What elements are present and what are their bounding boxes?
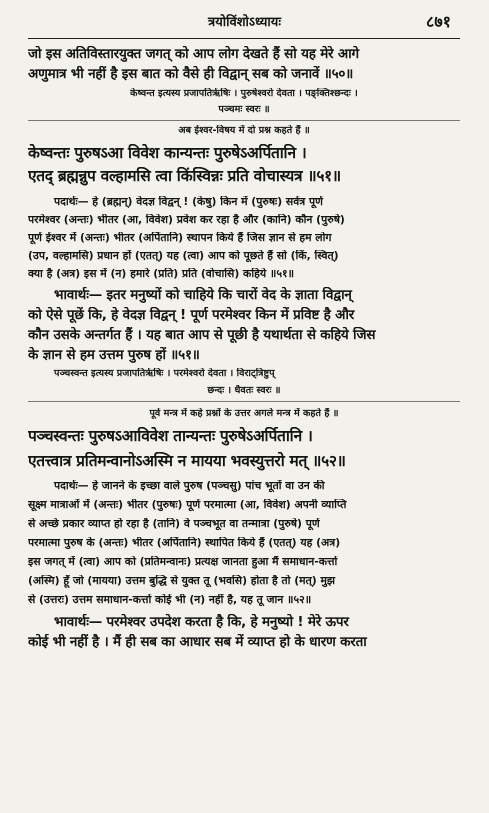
bhavartha-line: कोई भी नहीं है । मैं ही सब का आधार सब में व्याप्त हो के धारण करता bbox=[28, 634, 367, 650]
section-intro: अब ईश्वर-विषय में दो प्रश्न कहते हैं ॥ bbox=[178, 125, 310, 136]
rishi-line: पञ्चस्वन्त इत्यस्य प्रजापतिर्ऋषिः । परमेश्वरो देवता । विराट्त्रिष्टुप् bbox=[54, 368, 275, 379]
padartha-line: सूक्ष्म मात्राओं में (अन्तः) भीतर (पुरुषः) पूर्ण परमात्मा (आ, विवेश) अपनी व्याप्ति bbox=[28, 499, 347, 511]
padartha-line: (उप, वल्हामसि) प्रधान हों (एतत्) यह (त्वा) आप को पूछते हैं सो (किं, स्वित्) bbox=[28, 250, 339, 262]
chapter-title: त्रयोविंशोऽध्यायः bbox=[208, 15, 281, 30]
section-divider bbox=[28, 401, 460, 402]
padartha-line: से अच्छे प्रकार व्याप्त हो रहा है (तानि) वे पञ्चभूत वा तन्मात्रा (पुरुषे) पूर्ण bbox=[28, 518, 320, 530]
padartha-line: पदार्थः— हे जानने के इच्छा वाले पुरुष (पञ्चसु) पांच भूतों वा उन की bbox=[54, 480, 325, 492]
padartha-line: क्या है (अत्र) इस में (न) हमारे (प्रति) प्रति (वोचासि) कहिये ॥५१॥ bbox=[28, 268, 295, 280]
page-number: ८७१ bbox=[426, 12, 451, 31]
mantra-line: केष्वन्तः पुरुषऽआ विवेश कान्यन्तः पुरुषेऽअर्पितानि । bbox=[28, 144, 307, 162]
bhavartha-line: भावार्थः— इतर मनुष्यों को चाहिये कि चारों वेद के ज्ञाता विद्वान् bbox=[54, 287, 352, 303]
padartha-line: परमेश्वर (अन्तः) भीतर (आ, विवेश) प्रवेश कर रहा है और (कानि) कौन (पुरुषे) bbox=[28, 214, 345, 226]
bhavartha-line: कौन उसके अन्तर्गत हैं । यह बात आप से पूछी है यथार्थता से कहिये जिस bbox=[28, 327, 376, 343]
padartha-line: (अस्मि) हूँ जो (मायया) उत्तम बुद्धि से युक्त तू (भवसि) होता है तो (मत्) मुझ bbox=[28, 575, 336, 587]
mantra-line: एतद् ब्रह्मन्नुप वल्हामसि त्वा किंस्विन्नः प्रति वोचास्यत्र ॥५१॥ bbox=[28, 167, 341, 185]
padartha-line: पदार्थः— हे (ब्रह्मन्) वेदज्ञ विद्वन् ! (केषु) किन में (पुरुषः) सर्वत्र पूर्ण bbox=[54, 196, 323, 208]
rishi-line: केष्वन्त इत्यस्य प्रजापतिर्ऋषिः । पुरुषेश्वरो देवता । पङ्क्तिश्छन्दः । bbox=[130, 88, 358, 99]
header-rule bbox=[28, 38, 460, 39]
svara-line: छन्दः । धैवतः स्वरः ॥ bbox=[207, 385, 281, 396]
padartha-line: से (उत्तरः) उत्तम समाधान-कर्त्ता कोई भी (न) नहीं है, यह तू जान ॥५२॥ bbox=[28, 594, 312, 606]
text-line: जो इस अतिविस्तारयुक्त जगत् को आप लोग देखते हैं सो यह मेरे आगे bbox=[28, 46, 359, 62]
bhavartha-line: भावार्थः— परमेश्वर उपदेश करता है कि, हे मनुष्यो ! मेरे ऊपर bbox=[54, 614, 349, 630]
padartha-line: इस जगत् में (त्वा) आप को (प्रतिमन्वानः) प्रत्यक्ष जानता हुआ मैं समाधान-कर्त्ता bbox=[28, 556, 338, 568]
svara-line: पञ्चमः स्वरः ॥ bbox=[218, 104, 270, 115]
text-line: अणुमात्र भी नहीं है इस बात को वैसे ही विद्वान् सब को जनावें ॥५०॥ bbox=[28, 66, 354, 82]
section-intro: पूर्व मन्त्र में कहे प्रश्नों के उत्तर अगले मन्त्र में कहते हैं ॥ bbox=[149, 408, 339, 419]
page-header bbox=[0, 10, 489, 34]
section-divider bbox=[28, 120, 460, 121]
padartha-line: परमात्मा पुरुष के (अन्तः) भीतर (अर्पितानि) स्थापित किये हैं (एतत्) यह (अत्र) bbox=[28, 537, 341, 549]
mantra-line: एतत्त्वात्र प्रतिमन्वानोऽअस्मि न मायया भवस्युत्तरो मत् ॥५२॥ bbox=[28, 452, 346, 470]
mantra-line: पञ्चस्वन्तः पुरुषऽआविवेश तान्यन्तः पुरुषेऽअर्पितानि । bbox=[28, 427, 313, 445]
bhavartha-line: को ऐसे पूछें कि, हे वेदज्ञ विद्वन् ! पूर्ण परमेश्वर किन में प्रविष्ट है और bbox=[28, 307, 355, 323]
bhavartha-line: के ज्ञान से हम उत्तम पुरुष हों ॥५१॥ bbox=[28, 347, 200, 363]
padartha-line: पूर्ण ईश्वर में (अन्तः) भीतर (अर्पितानि) स्थापन किये हैं जिस ज्ञान से हम लोग bbox=[28, 232, 332, 244]
